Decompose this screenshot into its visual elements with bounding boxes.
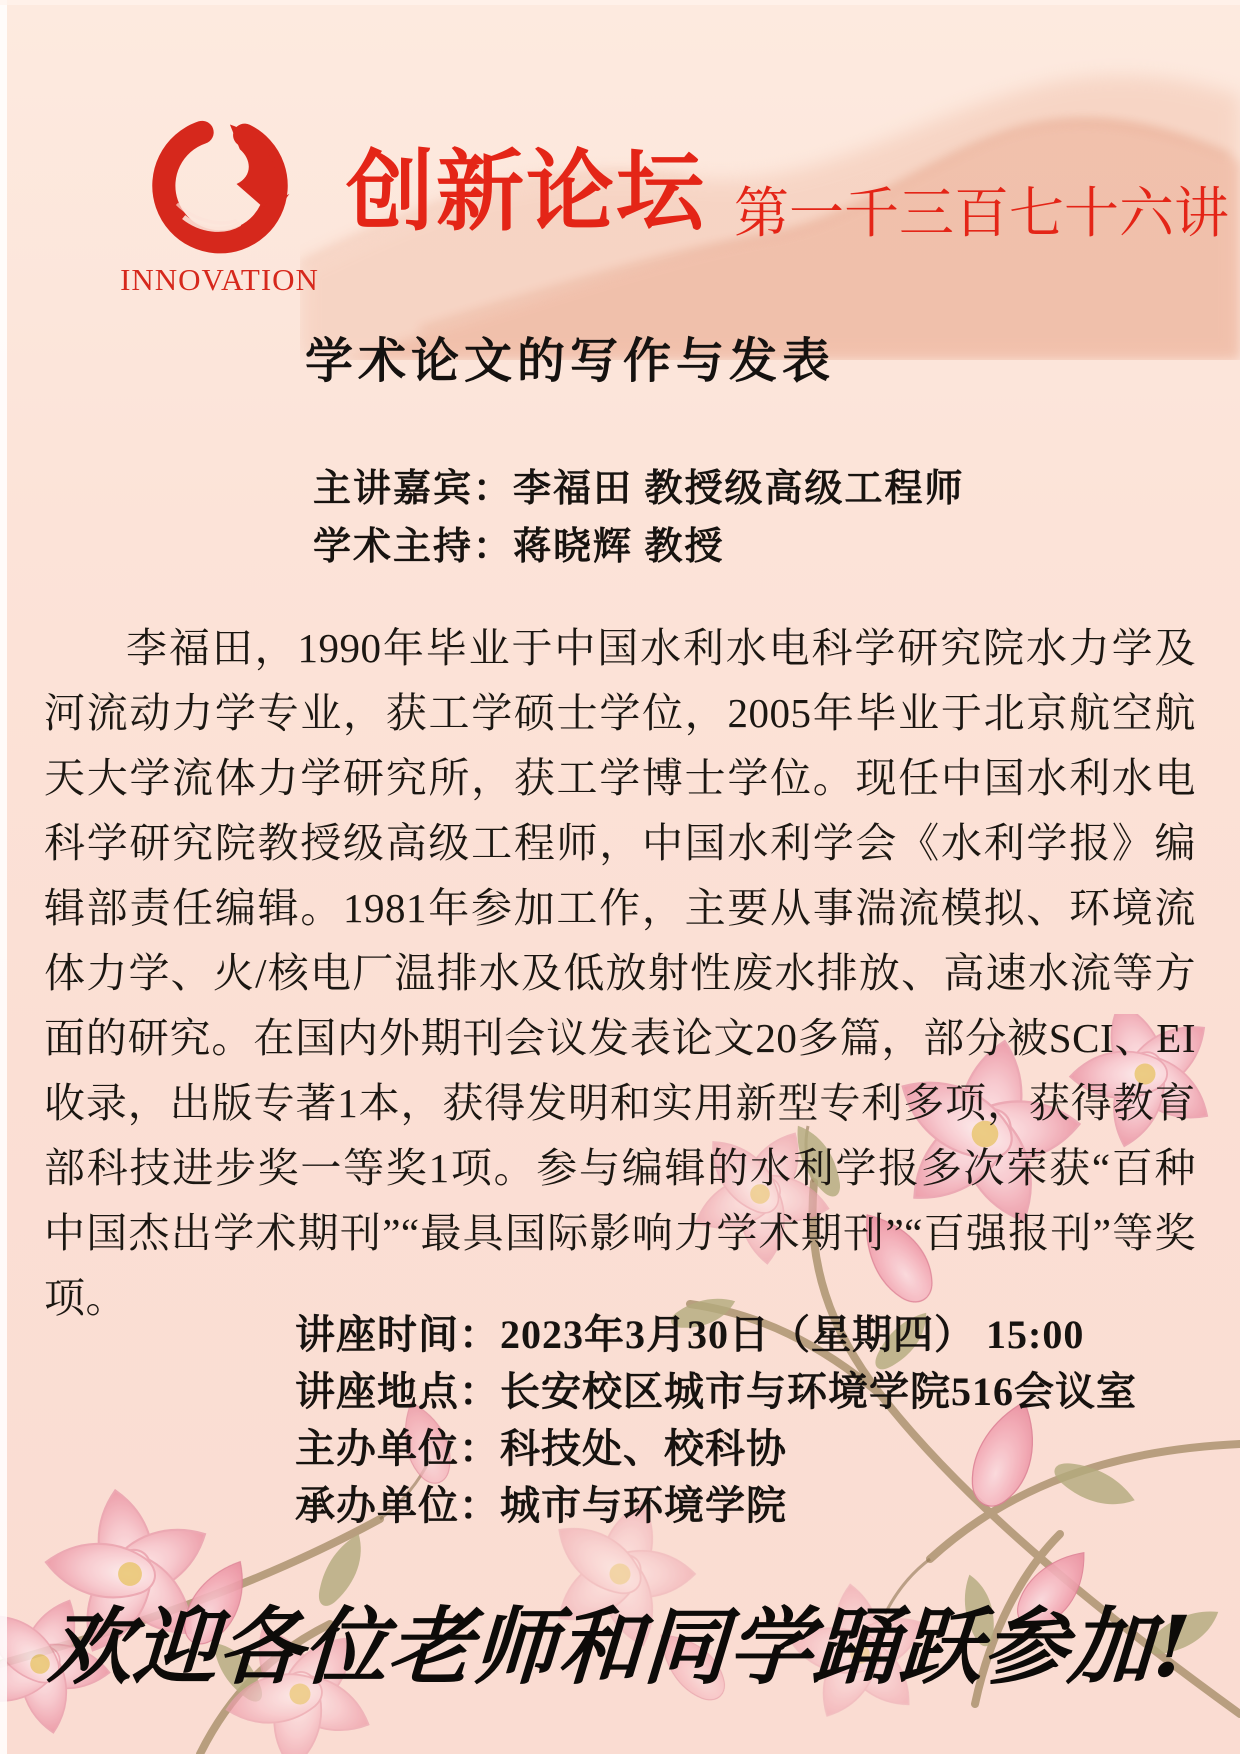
- lecture-number: 第一千三百七十六讲: [734, 182, 1230, 244]
- logo-wordmark: INNOVATION: [120, 262, 319, 297]
- forum-title: 创新论坛: [346, 142, 707, 241]
- page-left-edge: [0, 0, 7, 1754]
- detail-undertaker: 承办单位：城市与环境学院: [295, 1483, 787, 1528]
- innovation-logo: [112, 108, 327, 298]
- host-line: 学术主持：蒋晓辉 教授: [313, 526, 725, 568]
- lecture-title: 学术论文的写作与发表: [304, 335, 835, 388]
- innovation-logo-icon: [136, 108, 304, 260]
- detail-location: 讲座地点：长安校区城市与环境学院516会议室: [295, 1369, 1137, 1414]
- event-details: [295, 1306, 1137, 1534]
- detail-organizer: 主办单位：科技处、校科协: [295, 1426, 787, 1471]
- guest-block: [313, 460, 965, 576]
- speaker-biography: 李福田，1990年毕业于中国水利水电科学研究院水力学及河流动力学专业，获工学硕士学位，2005年毕业于北京航空航天大学流体力学研究所，获工学博士学位。现任中国水利水电科学研究院教授级高级工程师，中国水利学会《水利学报》编辑部责任编辑。1981年参加工作，主要从事湍流模拟、环境流体力学、火/核电厂温排水及低放射性废水排放、高速水流等方面的研究。在国内外期刊会议发表论文20多篇，部分被SCI、EI收录，出版专著1本，获得发明和实用新型专利多项，获得教育部科技进步奖一等奖1项。参与编辑的水利学报多次荣获“百种中国杰出学术期刊”“最具国际影响力学术期刊”“百强报刊”等奖项。: [44, 625, 1196, 1321]
- detail-time: 讲座时间：2023年3月30日（星期四） 15:00: [295, 1312, 1085, 1357]
- page-top-edge: [0, 0, 1240, 5]
- welcome-message: 欢迎各位老师和同学踊跃参加!: [45, 1597, 1194, 1696]
- speaker-line: 主讲嘉宾：李福田 教授级高级工程师: [313, 468, 965, 510]
